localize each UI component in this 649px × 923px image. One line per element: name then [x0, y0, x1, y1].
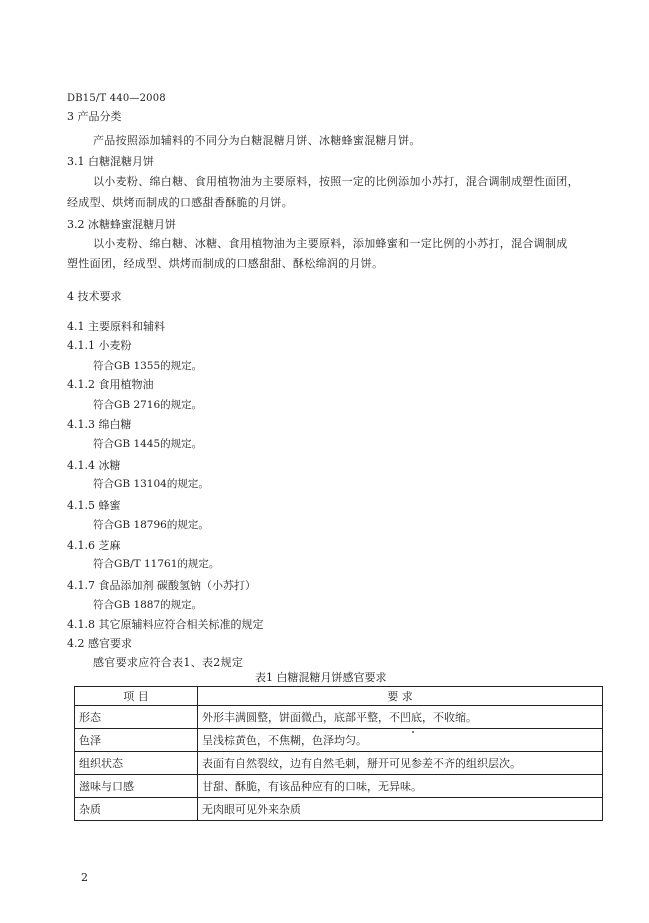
- table-row: [75, 775, 603, 798]
- table-cell-requirement: 表面有自然裂纹，边有自然毛刺，掰开可见参差不齐的组织层次。: [197, 752, 602, 775]
- section-4-1-5-heading: 4.1.5 蜂蜜: [67, 499, 121, 512]
- document-code: DB15/T 440—2008: [67, 93, 166, 104]
- table-header-row: [75, 687, 603, 706]
- table-row: [75, 798, 603, 821]
- sensory-requirements-table: [74, 686, 603, 821]
- section-3-1-heading: 3.1 白糖混糖月饼: [67, 155, 154, 168]
- table-header-requirement: 要 求: [197, 687, 602, 706]
- table-header-item: 项 目: [75, 687, 198, 706]
- table-cell-item: 滋味与口感: [75, 775, 198, 798]
- table-cell-requirement: 甘甜、酥脆，有该品种应有的口味，无异味。: [197, 775, 602, 798]
- table-cell-requirement: 外形丰满圆整，饼面微凸，底部平整，不凹底，不收缩。: [197, 706, 602, 729]
- section-4-1-8-heading: 4.1.8 其它原辅料应符合相关标准的规定: [67, 618, 264, 631]
- table-cell-requirement: 无肉眼可见外来杂质: [197, 798, 602, 821]
- section-4-1-1-heading: 4.1.1 小麦粉: [67, 339, 132, 352]
- page-number: 2: [81, 871, 88, 884]
- section-4-1-3-heading: 4.1.3 绵白糖: [67, 418, 132, 431]
- section-4-1-2-heading: 4.1.2 食用植物油: [67, 378, 154, 391]
- section-4-1-6-text: 符合GB/T 11761的规定。: [93, 558, 220, 570]
- table-cell-requirement: 呈浅棕黄色，不焦糊，色泽均匀。: [197, 729, 602, 752]
- table-row: [75, 729, 603, 752]
- section-4-1-heading: 4.1 主要原料和辅料: [67, 320, 165, 333]
- section-3-1-text-line2: 经成型、烘烤而制成的口感甜香酥脆的月饼。: [67, 196, 293, 209]
- section-4-1-3-text: 符合GB 1445的规定。: [93, 438, 203, 450]
- table-row: [75, 752, 603, 775]
- section-4-1-4-text: 符合GB 13104的规定。: [93, 478, 209, 490]
- section-3-2-heading: 3.2 冰糖蜂蜜混糖月饼: [67, 218, 176, 231]
- section-4-1-7-heading: 4.1.7 食品添加剂 碳酸氢钠（小苏打）: [67, 579, 256, 592]
- section-3-2-text-line2: 塑性面团，经成型、烘烤而制成的口感甜甜、酥松绵润的月饼。: [67, 257, 384, 270]
- table-cell-item: 杂质: [75, 798, 198, 821]
- section-4-1-6-heading: 4.1.6 芝麻: [67, 539, 121, 552]
- section-4-1-5-text: 符合GB 18796的规定。: [93, 519, 209, 531]
- section-3-intro: 产品按照添加辅料的不同分为白糖混糖月饼、冰糖蜂蜜混糖月饼。: [93, 134, 421, 147]
- table-cell-item: 色泽: [75, 729, 198, 752]
- section-3-2-text-line1: 以小麦粉、绵白糖、冰糖、食用植物油为主要原料，添加蜂蜜和一定比例的小苏打，混合调制成: [93, 237, 568, 250]
- section-4-1-1-text: 符合GB 1355的规定。: [93, 360, 203, 372]
- table-1-caption: 表1 白糖混糖月饼感官要求: [255, 671, 387, 684]
- section-4-2-heading: 4.2 感官要求: [67, 637, 132, 650]
- section-4-2-text: 感官要求应符合表1、表2规定: [93, 656, 244, 669]
- section-4-heading: 4 技术要求: [67, 290, 122, 303]
- section-4-1-2-text: 符合GB 2716的规定。: [93, 399, 203, 411]
- table-cell-item: 形态: [75, 706, 198, 729]
- table-row: [75, 706, 603, 729]
- section-4-1-7-text: 符合GB 1887的规定。: [93, 599, 203, 611]
- section-4-1-4-heading: 4.1.4 冰糖: [67, 459, 121, 472]
- section-3-heading: 3 产品分类: [67, 110, 122, 123]
- table-cell-item: 组织状态: [75, 752, 198, 775]
- scan-speck: [412, 731, 414, 733]
- section-3-1-text-line1: 以小麦粉、绵白糖、食用植物油为主要原料，按照一定的比例添加小苏打，混合调制成塑性面团，: [93, 175, 579, 188]
